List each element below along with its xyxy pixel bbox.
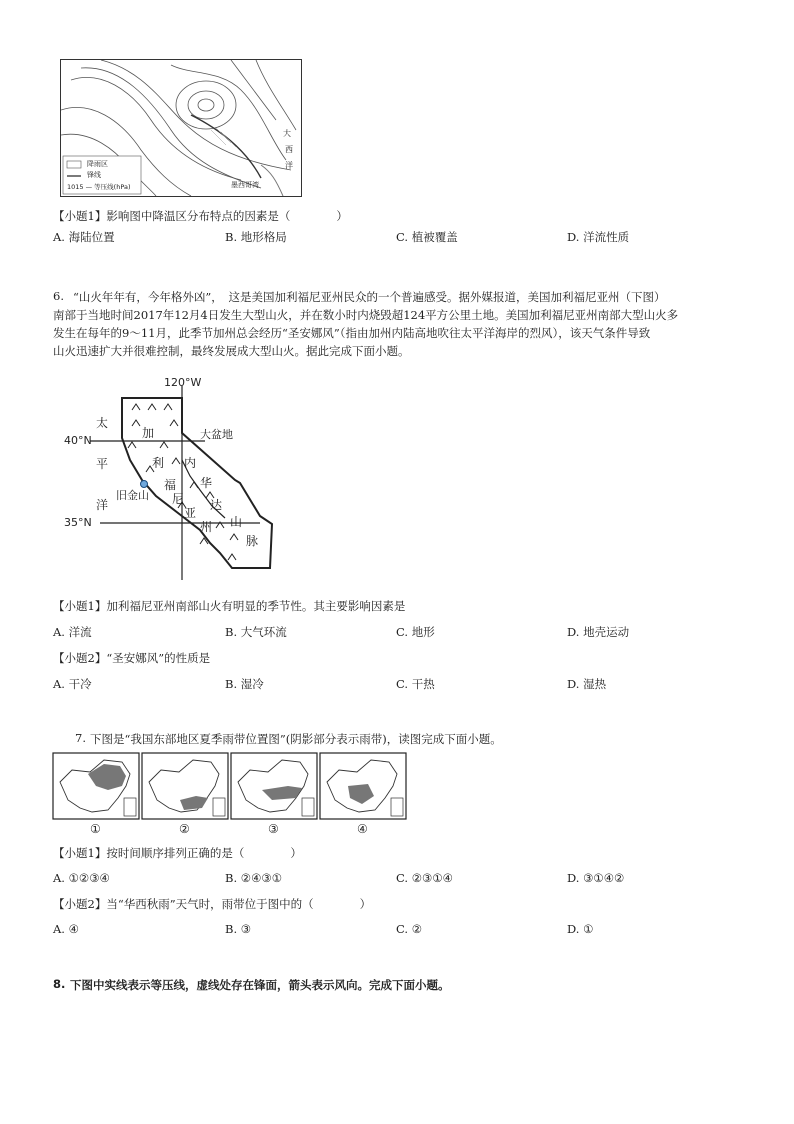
rain-map-label-2: ② bbox=[179, 822, 190, 836]
map-label-xi: 西 bbox=[285, 145, 293, 154]
legend-isobar: 1015 — 等压线(hPa) bbox=[67, 183, 131, 191]
legend-front: 锋线 bbox=[87, 171, 101, 179]
map-label-yang: 洋 bbox=[96, 498, 109, 512]
q6-sub1-option-a[interactable]: A. 洋流 bbox=[53, 625, 92, 639]
q5-sub1-prompt: 【小题1】影响图中降温区分布特点的因素是（ ） bbox=[53, 209, 348, 223]
map-label-nei: 内 bbox=[184, 456, 197, 470]
map-label-hua: 华 bbox=[200, 476, 213, 490]
map-label-li: 利 bbox=[152, 456, 165, 470]
map-label-ping: 平 bbox=[96, 457, 109, 471]
q6-sub2-option-c[interactable]: C. 干热 bbox=[396, 677, 435, 691]
q6-sub1-option-b[interactable]: B. 大气环流 bbox=[225, 625, 287, 639]
map-label-ni: 尼 bbox=[172, 492, 185, 506]
map-label-great-basin: 大盆地 bbox=[200, 428, 233, 441]
rain-map-label-3: ③ bbox=[268, 822, 279, 836]
map-label-shan: 山 bbox=[230, 515, 243, 529]
rain-belt-maps bbox=[52, 752, 408, 836]
q7-sub2-option-d[interactable]: D. ① bbox=[567, 922, 594, 936]
map-label-35n: 35°N bbox=[64, 516, 92, 529]
q6-sub1-option-c[interactable]: C. 地形 bbox=[396, 625, 435, 639]
q8-text: 下图中实线表示等压线，虚线处存在锋面，箭头表示风向。完成下面小题。 bbox=[70, 978, 450, 992]
legend-rain: 降雨区 bbox=[87, 160, 108, 168]
map-label-san-francisco: 旧金山 bbox=[116, 489, 149, 502]
map-label-40n: 40°N bbox=[64, 434, 92, 447]
california-map bbox=[60, 368, 280, 584]
map-label-jia: 加 bbox=[142, 426, 155, 440]
map-label-yang: 洋 bbox=[285, 161, 293, 170]
q7-sub2-option-c[interactable]: C. ② bbox=[396, 922, 423, 936]
map-label-fu: 福 bbox=[164, 478, 177, 492]
q8-number: 8. bbox=[53, 977, 66, 991]
q5-option-a[interactable]: A. 海陆位置 bbox=[53, 230, 115, 244]
q6-sub2-option-d[interactable]: D. 湿热 bbox=[567, 677, 607, 691]
q6-sub2-prompt: 【小题2】“圣安娜风”的性质是 bbox=[53, 651, 211, 665]
q7-sub2-option-a[interactable]: A. ④ bbox=[53, 922, 79, 936]
q6-number: 6. bbox=[53, 289, 64, 303]
rain-map-label-4: ④ bbox=[357, 822, 368, 836]
q6-sub1-prompt: 【小题1】加利福尼亚州南部山火有明显的季节性。其主要影响因素是 bbox=[53, 599, 406, 613]
q7-sub2-prompt: 【小题2】当“华西秋雨”天气时，雨带位于图中的（ ） bbox=[53, 897, 372, 911]
q6-text-line-3: 发生在每年的9～11月，此季节加州总会经历“圣安娜风”（指由加州内陆高地吹往太平洋海岸的烈风），该天气条件导致 bbox=[53, 326, 651, 340]
map-label-gulf: 墨西哥湾 bbox=[231, 181, 259, 189]
q6-text-line-4: 山火迅速扩大并很难控制，最终发展成大型山火。据此完成下面小题。 bbox=[53, 344, 410, 358]
q6-text-line-2: 南部于当地时间2017年12月4日发生大型山火，并在数小时内烧毁超124平方公里土地。美国加利福尼亚州南部大型山火多 bbox=[53, 308, 679, 322]
q6-sub2-option-a[interactable]: A. 干冷 bbox=[53, 677, 92, 691]
map-label-da: 达 bbox=[210, 498, 223, 512]
map-label-120w: 120°W bbox=[164, 376, 202, 389]
rain-map-label-1: ① bbox=[90, 822, 101, 836]
q6-text-line-1: “山火年年有，今年格外凶”， 这是美国加利福尼亚州民众的一个普遍感受。据外媒报道，美国加利福尼亚州（下图） bbox=[73, 290, 666, 304]
q7-sub1-option-a[interactable]: A. ①②③④ bbox=[53, 871, 110, 885]
map-label-tai: 太 bbox=[96, 416, 109, 430]
rain-belt-maps-drawing bbox=[52, 752, 408, 836]
map-label-da: 大 bbox=[283, 129, 291, 138]
q7-sub1-option-c[interactable]: C. ②③①④ bbox=[396, 871, 453, 885]
q7-sub1-prompt: 【小题1】按时间顺序排列正确的是（ ） bbox=[53, 846, 302, 860]
q6-sub2-option-b[interactable]: B. 湿冷 bbox=[225, 677, 264, 691]
q7-sub1-option-b[interactable]: B. ②④③① bbox=[225, 871, 283, 885]
q7-text: 下图是“我国东部地区夏季雨带位置图”(阴影部分表示雨带)，读图完成下面小题。 bbox=[90, 732, 502, 746]
q7-number: 7. bbox=[75, 731, 86, 745]
map-label-mai: 脉 bbox=[246, 534, 259, 548]
q6-sub1-option-d[interactable]: D. 地壳运动 bbox=[567, 625, 630, 639]
q5-option-b[interactable]: B. 地形格局 bbox=[225, 230, 287, 244]
map-label-ya: 亚 bbox=[184, 506, 197, 520]
weather-map bbox=[60, 59, 302, 197]
q7-sub2-option-b[interactable]: B. ③ bbox=[225, 922, 252, 936]
q5-option-c[interactable]: C. 植被覆盖 bbox=[396, 230, 458, 244]
q7-sub1-option-d[interactable]: D. ③①④② bbox=[567, 871, 625, 885]
map-label-zhou: 州 bbox=[200, 520, 213, 534]
q5-option-d[interactable]: D. 洋流性质 bbox=[567, 230, 630, 244]
